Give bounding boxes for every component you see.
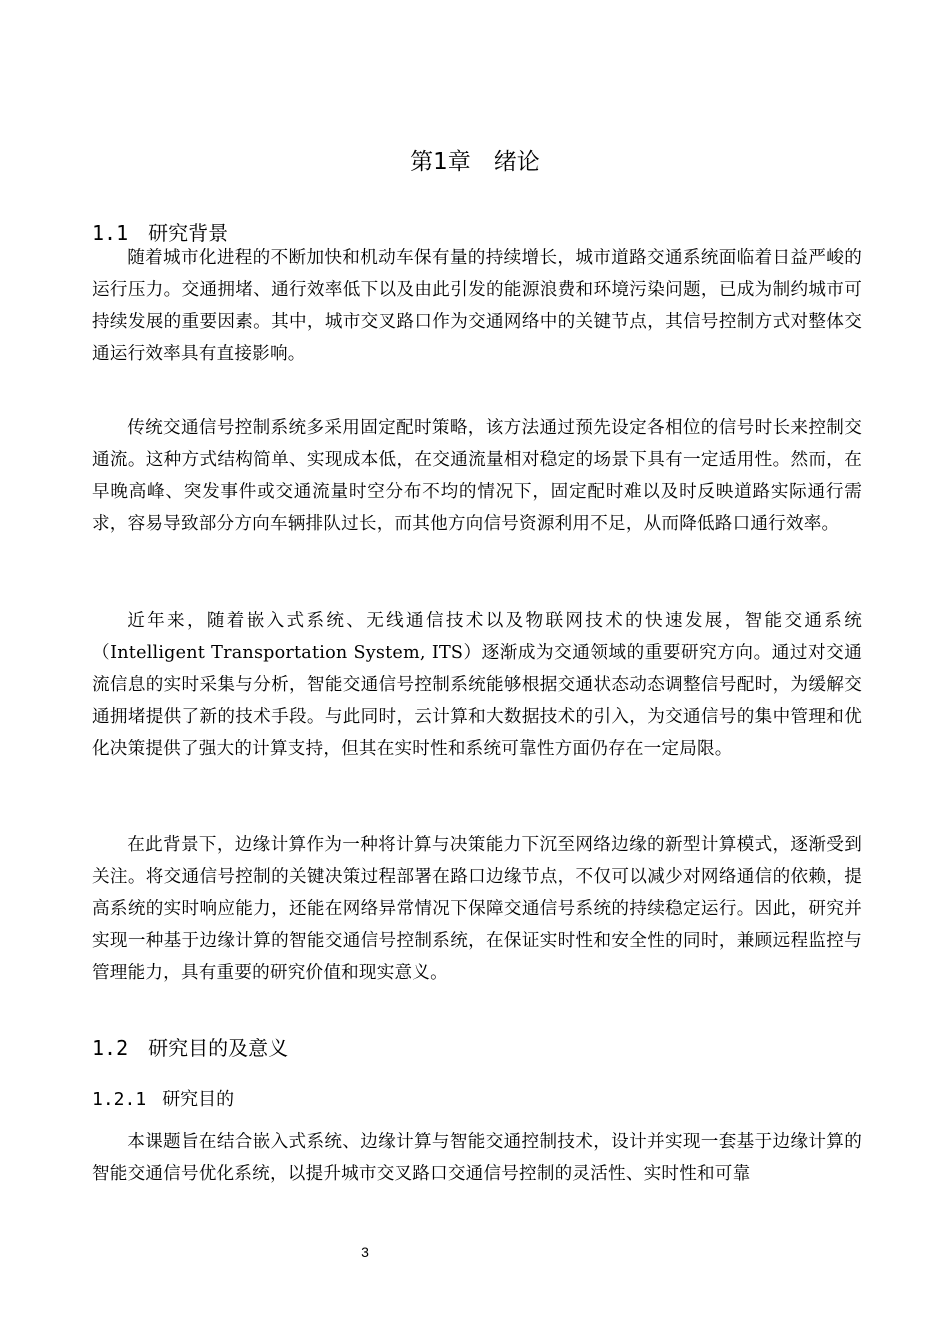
section-title: 研究目的及意义 [148, 1036, 289, 1060]
section-heading-1-2 [92, 1033, 288, 1063]
section-title: 研究背景 [148, 221, 229, 245]
section-number: 1.1 [92, 221, 129, 245]
paragraph-5: 本课题旨在结合嵌入式系统、边缘计算与智能交通控制技术，设计并实现一套基于边缘计算的智能交通信号优化系统，以提升城市交叉路口交通信号控制的灵活性、实时性和可靠 [92, 1132, 862, 1184]
paragraph-3: 近年来，随着嵌入式系统、无线通信技术以及物联网技术的快速发展，智能交通系统（Intelligent Transportation System, ITS）逐渐成为交通领域的重要研究方向。通过对交通流信息的实时采集与分析，智能交通信号控制系统能够根据交通状态动态调整信号配时，为缓解交通拥堵提供了新的技术手段。与此同时，云计算和大数据技术的引入，为交通信号的集中管理和优化决策提供了强大的计算支持，但其在实时性和系统可靠性方面仍存在一定局限。 [92, 611, 862, 759]
section-number: 1.2 [92, 1036, 129, 1060]
subsection-heading-1-2-1 [92, 1085, 234, 1115]
paragraph-4: 在此背景下，边缘计算作为一种将计算与决策能力下沉至网络边缘的新型计算模式，逐渐受到关注。将交通信号控制的关键决策过程部署在路口边缘节点，不仅可以减少对网络通信的依赖，提高系统的实时响应能力，还能在网络异常情况下保障交通信号系统的持续稳定运行。因此，研究并实现一种基于边缘计算的智能交通信号控制系统，在保证实时性和安全性的同时，兼顾远程监控与管理能力，具有重要的研究价值和现实意义。 [92, 835, 862, 983]
page-number: 3 [361, 1244, 369, 1260]
subsection-number: 1.2.1 [92, 1089, 147, 1110]
paragraph-1: 随着城市化进程的不断加快和机动车保有量的持续增长，城市道路交通系统面临着日益严峻的运行压力。交通拥堵、通行效率低下以及由此引发的能源浪费和环境污染问题，已成为制约城市可持续发展的重要因素。其中，城市交叉路口作为交通网络中的关键节点，其信号控制方式对整体交通运行效率具有直接影响。 [92, 248, 862, 364]
subsection-title: 研究目的 [162, 1089, 235, 1110]
chapter-title: 第1章 绪论 [410, 149, 540, 175]
paragraph-2: 传统交通信号控制系统多采用固定配时策略，该方法通过预先设定各相位的信号时长来控制交通流。这种方式结构简单、实现成本低，在交通流量相对稳定的场景下具有一定适用性。然而，在早晚高峰、突发事件或交通流量时空分布不均的情况下，固定配时难以及时反映道路实际通行需求，容易导致部分方向车辆排队过长，而其他方向信号资源利用不足，从而降低路口通行效率。 [92, 418, 862, 534]
